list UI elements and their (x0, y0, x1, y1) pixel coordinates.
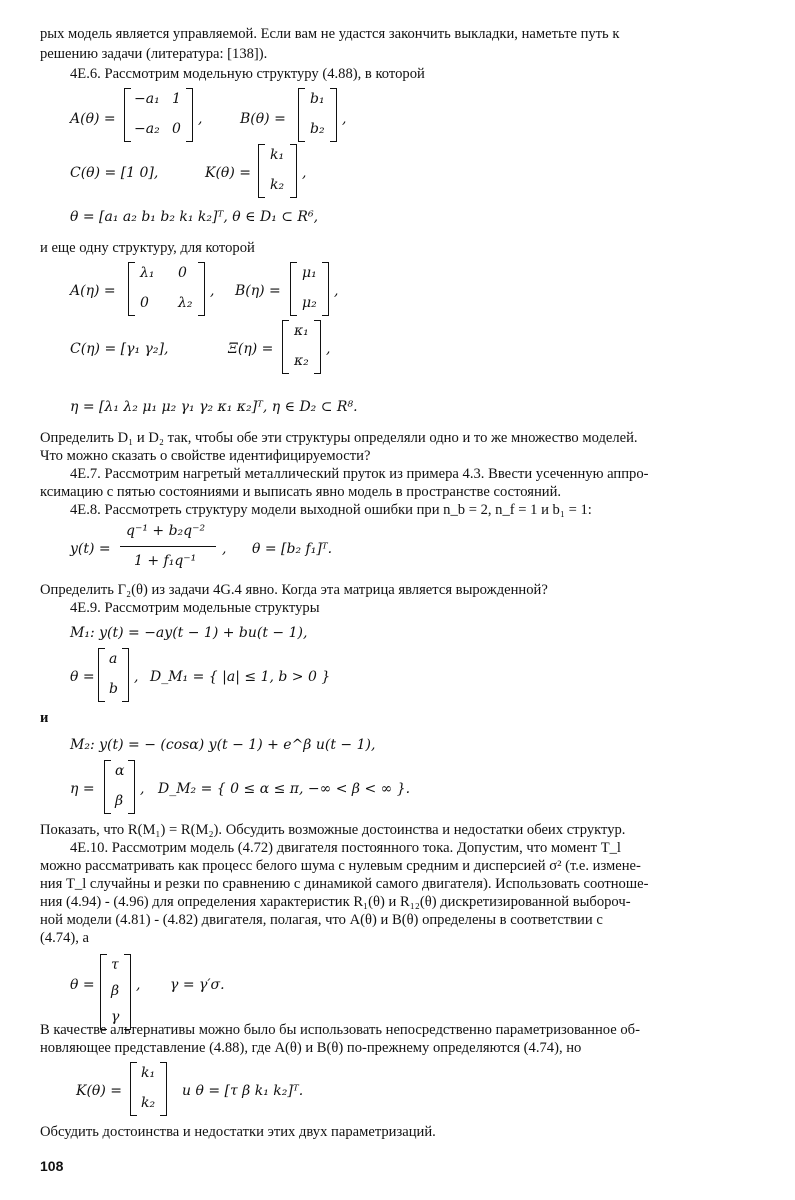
formula: M₁: y(t) = −ay(t − 1) + bu(t − 1), (70, 625, 308, 641)
matrix-cell: a (109, 651, 118, 667)
text-line: ния T_l случайны и резки по сравнению с динамикой самого двигателя). Использовать соотноше- (40, 876, 649, 892)
bracket-right (314, 320, 321, 374)
bracket-left (100, 954, 107, 1030)
bracket-right (290, 144, 297, 198)
text-line: Показать, что R(M₁) = R(M₂). Обсудить возможные достоинства и недостатки обеих структур. (40, 822, 626, 838)
matrix-cell: 1 (172, 91, 181, 107)
matrix-cell: κ₂ (294, 353, 309, 369)
formula: K(θ) = (205, 165, 251, 181)
matrix-cell: β (111, 983, 120, 999)
formula: θ = [b₂ f₁]ᵀ. (252, 541, 333, 557)
matrix-cell: μ₂ (302, 295, 317, 311)
bracket-right (128, 760, 135, 814)
bracket-right (186, 88, 193, 142)
matrix-cell: k₁ (270, 147, 285, 163)
fraction-numerator: q⁻¹ + b₂q⁻² (126, 523, 206, 539)
matrix-cell: b (109, 681, 118, 697)
problem-heading: 4E.9. Рассмотрим модельные структуры (70, 600, 320, 616)
bracket-left (124, 88, 131, 142)
text-line: В качестве альтернативы можно было бы использовать непосредственно параметризованное об- (40, 1022, 640, 1038)
bracket-left (298, 88, 305, 142)
matrix-cell: b₂ (310, 121, 325, 137)
bracket-left (290, 262, 297, 316)
fraction-denominator: 1 + f₁q⁻¹ (134, 553, 197, 569)
matrix-cell: μ₁ (302, 265, 317, 281)
bracket-left (258, 144, 265, 198)
bracket-right (322, 262, 329, 316)
text-line: Обсудить достоинства и недостатки этих двух параметризаций. (40, 1124, 436, 1140)
formula: C(θ) = [1 0], (70, 165, 159, 181)
formula: η = (70, 781, 95, 797)
bracket-right (330, 88, 337, 142)
bracket-left (282, 320, 289, 374)
matrix-cell: −a₂ (134, 121, 160, 137)
formula: K(θ) = (76, 1083, 122, 1099)
matrix-cell: k₂ (141, 1095, 156, 1111)
book-page: рых модель является управляемой. Если вам не удастся закончить выкладки, наметьте путь к решению задачи (литература: [138]). 4E.6. Рассмотрим модельную структуру (4.88), в которой A(θ) = −a₁ 1 −a₂ 0 , B(θ) = b₁ b₂ , C(θ) = [1 0], K(θ) = k₁ k₂ , θ = [a₁ a₂ b₁ b₂ k₁ k₂]ᵀ, θ ∈ D₁ ⊂ R⁶, и еще одну структуру, для которой A(η) = λ₁ 0 0 λ₂ , B(η) = μ₁ μ₂ , C(η) = [γ₁ γ₂], Ξ(η) = κ₁ κ₂ , η = [λ₁ λ₂ μ₁ μ₂ γ₁ γ₂ κ₁ κ₂]ᵀ, η ∈ D₂ ⊂ R⁸. Определить D₁ и D₂ так, чтобы обе эти структуры определяли одно и то же множество моделей. Что можно сказать о свойстве идентифицируемости? 4E.7. Рассмотрим нагретый металлический пруток из примера 4.3. Ввести усеченную аппро- ксимацию с пятью состояниями и выписать явно модель в пространстве состояний. 4E.8. Рассмотреть структуру модели выходной ошибки при n_b = 2, n_f = 1 и b₁ = 1: y(t) = q⁻¹ + b₂q⁻² 1 + f₁q⁻¹ , θ = [b₂ f₁]ᵀ. Определить Γ₂(θ) из задачи 4G.4 явно. Когда эта матрица является вырожденной? 4E.9. Рассмотрим модельные структуры M₁: y(t) = −ay(t − 1) + bu(t − 1), θ = a b , D_M₁ = { |a| ≤ 1, b > 0 } и M₂: y(t) = − (cosα) y(t − 1) + e^β u(t − 1), η = α β , D_M₂ = { 0 ≤ α ≤ π, −∞ < β < ∞ }. Показать, что R(M₁) = R(M₂). Обсудить возможные достоинства и недостатки обеих структур. 4E.10. Рассмотрим модель (4.72) двигателя постоянного тока. Допустим, что момент T_l можно рассматривать как процесс белого шума с нулевым средним и дисперсией σ² (т.е. измене- ния T_l случайны и резки по сравнению с динамикой самого двигателя). Использовать соотноше- ния (4.94) - (4.96) для определения характеристик R₁(θ) и R₁₂(θ) дискретизированной выбороч- ной модели (4.81) - (4.82) двигателя, полагая, что A(θ) и B(θ) определены в соответствии с (4.74), а θ = τ β γ , γ = γ′σ. В качестве альтернативы можно было бы использовать непосредственно параметризованное об- новляющее представление (4.88), где A(θ) и B(θ) по-прежнему определяются (4.74), но K(θ) = k₁ k₂ и θ = [τ β k₁ k₂]ᵀ. Обсудить достоинства и недостатки этих двух параметризаций. 108 (40, 26, 649, 1174)
matrix-cell: β (115, 793, 124, 809)
matrix-cell: 0 (172, 121, 181, 137)
text-line: Что можно сказать о свойстве идентифицируемости? (40, 448, 371, 464)
matrix-cell: k₁ (141, 1065, 156, 1081)
formula: B(η) = (235, 283, 281, 299)
problem-heading: 4E.7. Рассмотрим нагретый металлический пруток из примера 4.3. Ввести усеченную аппро- (70, 466, 649, 482)
matrix-cell: λ₂ (178, 295, 193, 311)
formula: D_M₁ = { |a| ≤ 1, b > 0 } (150, 669, 331, 685)
problem-heading: 4E.8. Рассмотреть структуру модели выходной ошибки при n_b = 2, n_f = 1 и b₁ = 1: (70, 502, 592, 518)
bracket-right (198, 262, 205, 316)
matrix-cell: k₂ (270, 177, 285, 193)
text-line: Определить D₁ и D₂ так, чтобы обе эти структуры определяли одно и то же множество моделей. (40, 430, 638, 446)
bracket-right (160, 1062, 167, 1116)
matrix-cell: γ (111, 1009, 120, 1025)
text-line: (4.74), а (40, 930, 90, 946)
formula: и θ = [τ β k₁ k₂]ᵀ. (182, 1083, 304, 1099)
matrix-cell: λ₁ (140, 265, 155, 281)
bracket-left (128, 262, 135, 316)
formula: C(η) = [γ₁ γ₂], (70, 341, 169, 357)
formula: B(θ) = (240, 111, 286, 127)
matrix-cell: α (115, 763, 125, 779)
matrix-cell: −a₁ (134, 91, 160, 107)
formula: A(η) = (70, 283, 116, 299)
text-line: рых модель является управляемой. Если вам не удастся закончить выкладки, наметьте путь к (40, 26, 620, 42)
formula: θ = (70, 977, 95, 993)
matrix-cell: 0 (140, 295, 149, 311)
formula: y(t) = (70, 541, 111, 557)
fraction-bar (120, 546, 216, 547)
bracket-left (104, 760, 111, 814)
problem-heading: 4E.6. Рассмотрим модельную структуру (4.88), в которой (70, 66, 425, 82)
formula: A(θ) = (70, 111, 116, 127)
text-line: ной модели (4.81) - (4.82) двигателя, полагая, что A(θ) и B(θ) определены в соответствии с (40, 912, 603, 928)
matrix-cell: b₁ (310, 91, 325, 107)
matrix-cell: 0 (178, 265, 187, 281)
text-line: решению задачи (литература: [138]). (40, 46, 268, 62)
formula: γ = γ′σ. (170, 977, 225, 993)
bracket-left (130, 1062, 137, 1116)
bracket-right (122, 648, 129, 702)
matrix-cell: τ (111, 957, 119, 973)
formula: M₂: y(t) = − (cosα) y(t − 1) + e^β u(t − 1), (70, 737, 376, 753)
bracket-left (98, 648, 105, 702)
text-line: Определить Γ₂(θ) из задачи 4G.4 явно. Когда эта матрица является вырожденной? (40, 582, 548, 598)
text-line: и еще одну структуру, для которой (40, 240, 255, 256)
text-line: можно рассматривать как процесс белого шума с нулевым средним и дисперсией σ² (т.е. измене- (40, 858, 641, 874)
matrix-cell: κ₁ (294, 323, 309, 339)
problem-heading: 4E.10. Рассмотрим модель (4.72) двигателя постоянного тока. Допустим, что момент T_l (70, 840, 621, 856)
formula: Ξ(η) = (228, 341, 274, 357)
formula: D_M₂ = { 0 ≤ α ≤ π, −∞ < β < ∞ }. (158, 781, 411, 797)
text-line: ксимацию с пятью состояниями и выписать явно модель в пространстве состояний. (40, 484, 562, 500)
text-line: новляющее представление (4.88), где A(θ) и B(θ) по-прежнему определяются (4.74), но (40, 1040, 582, 1056)
formula: η = [λ₁ λ₂ μ₁ μ₂ γ₁ γ₂ κ₁ κ₂]ᵀ, η ∈ D₂ ⊂ R⁸. (70, 399, 358, 415)
text-line: ния (4.94) - (4.96) для определения характеристик R₁(θ) и R₁₂(θ) дискретизированной выбороч- (40, 894, 631, 910)
text-line: и (40, 710, 49, 726)
formula: θ = (70, 669, 95, 685)
formula: θ = [a₁ a₂ b₁ b₂ k₁ k₂]ᵀ, θ ∈ D₁ ⊂ R⁶, (70, 209, 319, 225)
bracket-right (124, 954, 131, 1030)
page-number: 108 (40, 1158, 64, 1174)
